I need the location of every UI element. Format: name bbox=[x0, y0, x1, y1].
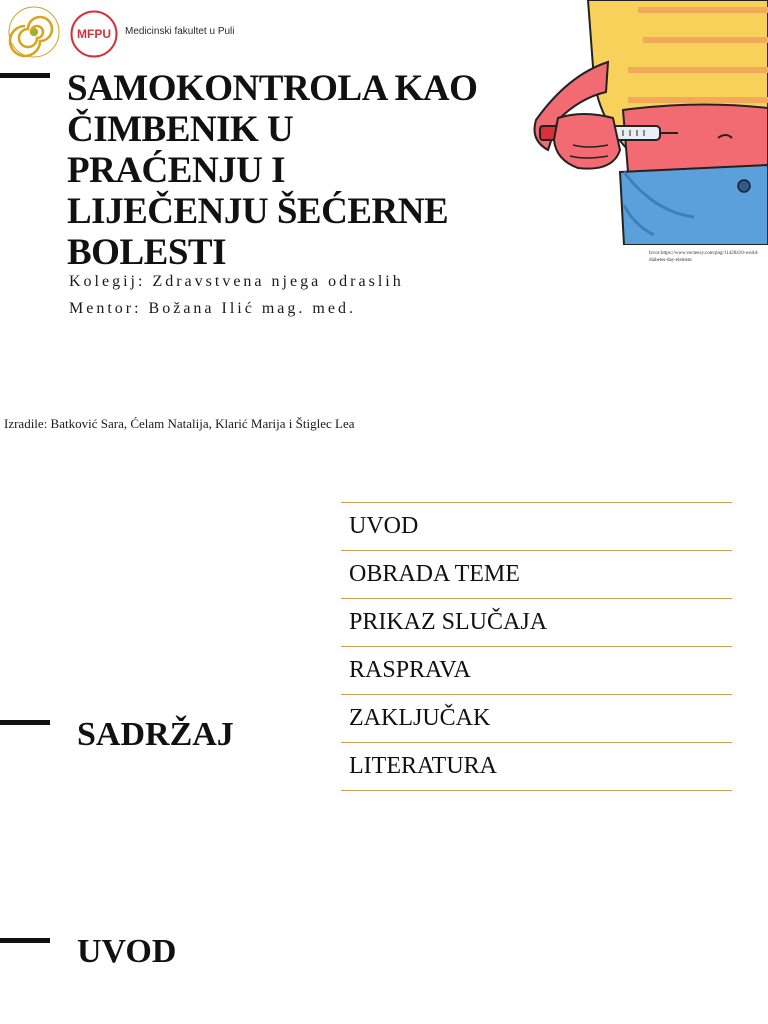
contents-item: OBRADA TEME bbox=[341, 551, 732, 599]
title-line: LIJEČENJU ŠEĆERNE bbox=[67, 191, 449, 232]
image-credit: Izvor:https://www.vecteezy.com/png/11420410-world-diabetes-day-element bbox=[649, 251, 759, 263]
mfpu-logo-text: MFPU bbox=[77, 27, 111, 41]
contents-item: PRIKAZ SLUČAJA bbox=[341, 599, 732, 647]
contents-item: ZAKLJUČAK bbox=[341, 695, 732, 743]
faculty-name: Medicinski fakultet u Puli bbox=[125, 26, 235, 37]
mfpu-logo bbox=[70, 10, 118, 58]
university-seal-logo bbox=[8, 6, 60, 58]
insulin-injection-illustration bbox=[528, 0, 768, 245]
intro-heading: UVOD bbox=[77, 933, 177, 970]
title-line: ČIMBENIK U bbox=[67, 109, 294, 150]
authors-line: Izradile: Batković Sara, Ćelam Natalija, Klarić Marija i Štiglec Lea bbox=[4, 416, 355, 431]
contents-accent-bar bbox=[0, 720, 50, 725]
intro-accent-bar bbox=[0, 938, 50, 943]
mentor-name: Mentor: Božana Ilić mag. med. bbox=[69, 300, 356, 317]
title-line: BOLESTI bbox=[67, 232, 226, 273]
title-accent-bar bbox=[0, 73, 50, 78]
contents-item: LITERATURA bbox=[341, 743, 732, 791]
contents-heading: SADRŽAJ bbox=[77, 716, 234, 753]
contents-item: RASPRAVA bbox=[341, 647, 732, 695]
course-name: Kolegij: Zdravstvena njega odraslih bbox=[69, 273, 404, 290]
title-line: PRAĆENJU I bbox=[67, 150, 286, 191]
presentation-title bbox=[67, 68, 517, 273]
contents-item: UVOD bbox=[341, 503, 732, 551]
title-line: SAMOKONTROLA KAO bbox=[67, 68, 478, 109]
contents-list bbox=[341, 502, 732, 791]
